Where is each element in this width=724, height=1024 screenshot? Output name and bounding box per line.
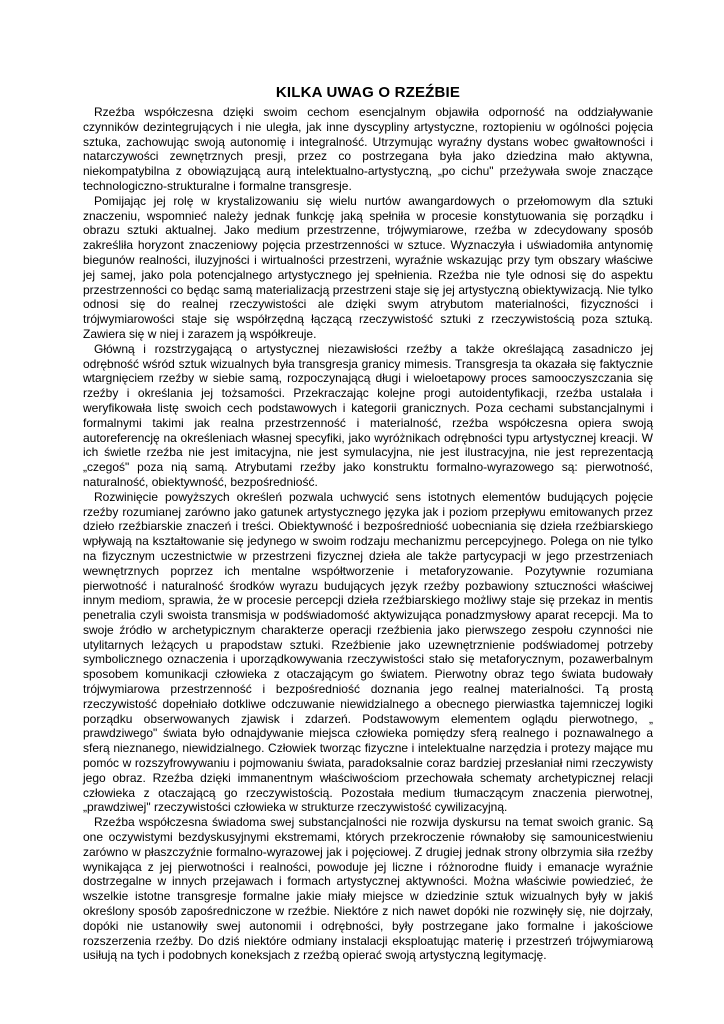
paragraph-1: Rzeźba współczesna dzięki swoim cechom esencjalnym objawiła odporność na oddziaływanie czynników dezintegrujących i nie uległa, jak inne dyscypliny artystyczne, roztopieniu w ogólności pojęcia sztuka, zachowując swoją autonomię i integralność. Utrzymując wyraźny dystans wobec gwałtowności i natarczywości zewnętrznych presji, przez co postrzegana była jako dziedzina mało aktywna, niekompatybilna z obowiązującą aurą intelektualno-artystyczną, „po cichu" przeżywała swoje znaczące technologiczno-strukturalne i formalne transgresje. <box>83 105 653 193</box>
paragraph-5: Rzeźba współczesna świadoma swej substancjalności nie rozwija dyskursu na temat swoich granic. Są one oczywistymi bezdyskusyjnymi ekstremami, których przekroczenie równałoby się samounicestwieniu zarówno w płaszczyźnie formalno-wyrazowej jak i pojęciowej. Z drugiej jednak strony olbrzymia siła rzeźby wynikająca z jej pierwotności i realności, powoduje jej liczne i różnorodne fluidy i emanacje wyraźnie dostrzegalne w innych przejawach i formach artystycznej aktywności. Można właściwie powiedzieć, że wszelkie istotne transgresje formalne jakie miały miejsce w dziedzinie sztuk wizualnych były w jakiś określony sposób zapośredniczone w rzeźbie. Niektóre z nich nawet dopóki nie rozwinęły się, nie dojrzały, dopóki nie ustanowiły swej autonomii i odrębności, były postrzegane jako formalne i jakościowe rozszerzenia rzeźby. Do dziś niektóre odmiany instalacji eksploatując materię i przestrzeń trójwymiarową usiłują na tych i podobnych koneksjach z rzeźbą opierać swoją artystyczną legitymację. <box>83 815 653 963</box>
paragraph-4: Rozwinięcie powyższych określeń pozwala uchwycić sens istotnych elementów budujących pojęcie rzeźby rozumianej zarówno jako gatunek artystycznego języka jak i poziom przepływu emitowanych przez dzieło rzeźbiarskie znaczeń i treści. Obiektywność i bezpośredniość uobecniania się dzieła rzeźbiarskiego wpływają na kształtowanie się jedynego w swoim rodzaju mechanizmu percepcyjnego. Polega on nie tylko na fizycznym uczestnictwie w przestrzeni fizycznej dzieła ale także partycypacji w jego przestrzeniach wewnętrznych poprzez ich mentalne współtworzenie i metaforyzowanie. Pozytywnie rozumiana pierwotność i naturalność środków wyrazu budujących język rzeźby pozbawiony sztuczności właściwej innym mediom, sprawia, że w procesie percepcji dzieła rzeźbiarskiego możliwy staje się przekaz in mentis penetralia czyli swoista transmisja w podświadomość aktywizująca ponadzmysłowy aparat recepcji. Ma to swoje źródło w archetypicznym charakterze operacji rzeźbienia jako pierwszego zespołu czynności nie utylitarnych leżących u prapodstaw sztuki. Rzeźbienie jako uzewnętrznienie podświadomej potrzeby symbolicznego oznaczenia i uporządkowywania rzeczywistości stało się metaforycznym, pozawerbalnym sposobem komunikacji człowieka z otaczającym go światem. Pierwotny obraz tego świata budowały trójwymiarowa przestrzenność i bezpośredniość doznania jego realnej materialności. Tą prostą rzeczywistość dopełniało dotkliwe odczuwanie niewidzialnego a obecnego pierwiastka tajemniczej logiki porządku obserwowanych zjawisk i zdarzeń. Podstawowym elementem oglądu pierwotnego, „ prawdziwego" świata było odnajdywanie miejsca człowieka pomiędzy sferą realnego i poznawalnego a sferą nieznanego, niewidzialnego. Człowiek tworząc fizyczne i intelektualne narzędzia i protezy mające mu pomóc w rozszyfrowywaniu i pojmowaniu świata, paradoksalnie coraz bardziej przesłaniał nimi rzeczywisty jego obraz. Rzeźba dzięki immanentnym właściwościom przechowała schematy archetypicznej relacji człowieka z otaczającą go rzeczywistością. Pozostała medium tłumaczącym znaczenia pierwotnej, „prawdziwej" rzeczywistości człowieka w strukturze rzeczywistość cywilizacyjną. <box>83 489 653 815</box>
paragraph-2: Pomijając jej rolę w krystalizowaniu się wielu nurtów awangardowych o przełomowym dla sztuki znaczeniu, wspomnieć należy jednak funkcję jaką spełniła w procesie konstytuowania się porządku i obrazu sztuki aktualnej. Jako medium przestrzenne, trójwymiarowe, rzeźba w zdecydowany sposób zakreśliła horyzont znaczeniowy pojęcia przestrzenności w sztuce. Wyznaczyła i uświadomiła antynomię biegunów realności, iluzyjności i wirtualności przestrzeni, wyraźnie wskazując przy tym obszary właściwe jej samej, jako pola potencjalnego artystycznego jej spełnienia. Rzeźba nie tyle odnosi się do aspektu przestrzenności co będąc samą materializacją przestrzeni staje się jej artystyczną obiektywizacją. Nie tylko odnosi się do realnej rzeczywistości ale dzięki swym atrybutom materialności, fizyczności i trójwymiarowości staje się współrzędną łączącą rzeczywistość sztuki z rzeczywistością poza sztuką. Zawiera się w niej i zarazem ją współkreuje. <box>83 193 653 341</box>
paragraph-3: Główną i rozstrzygającą o artystycznej niezawisłości rzeźby a także określającą zasadniczo jej odrębność wśród sztuk wizualnych była transgresja granicy mimesis. Transgresja ta okazała się faktycznie wtargnięciem rzeźby w siebie samą, rozpoczynającą długi i wieloetapowy proces samooczyszczania się rzeźby i określania jej tożsamości. Przekraczając kolejne progi autoidentyfikacji, rzeźba ustalała i weryfikowała listę swoich cech podstawowych i kategorii granicznych. Poza cechami substancjalnymi i formalnymi takimi jak realna przestrzenność i materialność, rzeźba współczesna opiera swoją autoreferencję na określeniach własnej specyfiki, jako wyróżnikach odrębności typu artystycznej kreacji. W ich świetle rzeźba nie jest imitacyjna, nie jest symulacyjna, nie jest ilustracyjna, nie jest reprezentacją „czegoś" poza nią samą. Atrybutami rzeźby jako konstruktu formalno-wyrazowego są: pierwotność, naturalność, obiektywność, bezpośredniość. <box>83 341 653 489</box>
document-title: KILKA UWAG O RZEŹBIE <box>275 84 461 101</box>
document-page <box>83 84 653 963</box>
